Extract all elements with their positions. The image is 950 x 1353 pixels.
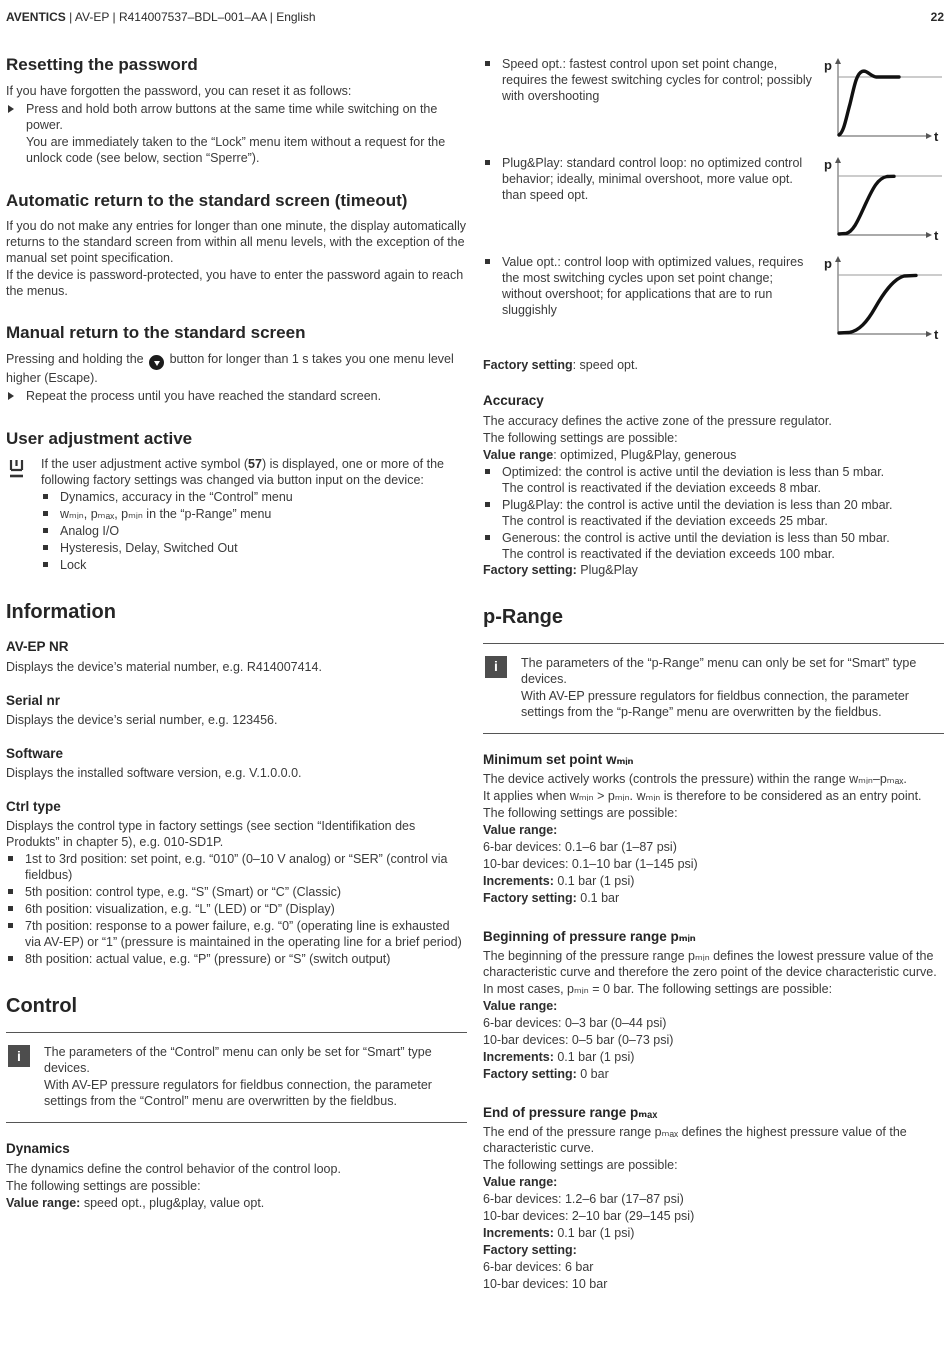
user-adjustment-symbol-icon (8, 458, 25, 573)
square-bullet-icon (8, 956, 13, 961)
info-text: The parameters of the “p-Range” menu can only be set for “Smart” type devices. (521, 655, 917, 686)
page-number: 22 (930, 10, 944, 24)
square-bullet-icon (43, 562, 48, 567)
square-bullet-icon (43, 528, 48, 533)
list-item (41, 489, 467, 505)
subsection-title-pmin: Beginning of pressure range pₘᵢₙ (483, 928, 696, 944)
value-range-line: 6-bar devices: 0.1–6 bar (1–87 psi) (483, 839, 677, 854)
factory-setting-line (483, 1066, 944, 1082)
list-item (6, 851, 467, 883)
step-text: Press and hold both arrow buttons at the same time while switching on the power. (26, 101, 438, 132)
chapter-title-p-range: p-Range (483, 605, 563, 628)
value-range-line: 6-bar devices: 0–3 bar (0–44 psi) (483, 1016, 667, 1031)
value-range-line (483, 447, 944, 463)
subsection-title-ctrl-type: Ctrl type (6, 799, 61, 815)
list-item-text: 5th position: control type, e.g. “S” (Smart) or “C” (Classic) (25, 885, 342, 900)
list-item (483, 56, 813, 145)
header-meta (6, 10, 316, 25)
square-bullet-icon (8, 923, 13, 928)
note-text (41, 456, 467, 488)
square-bullet-icon (8, 856, 13, 861)
paragraph: The accuracy defines the active zone of the pressure regulator. (483, 413, 832, 428)
square-bullet-icon (485, 160, 490, 165)
paragraph: The end of the pressure range pₘₐₓ defines the highest pressure value of the characteristic curve. (483, 1125, 907, 1156)
subsection-title-accuracy: Accuracy (483, 393, 544, 409)
chapter-title-information: Information (6, 601, 116, 624)
square-bullet-icon (43, 494, 48, 499)
step-result: You are immediately taken to the “Lock” menu item without a request for the unlock code (see below, section “Sperre”). (26, 134, 446, 165)
graph-x-axis-label: t (934, 228, 939, 241)
list-item-text: wₘᵢₙ, pₘₐₓ, pₘᵢₙ in the “p-Range” menu (60, 507, 272, 522)
list-item (483, 497, 944, 529)
subsection-title-serial-nr: Serial nr (6, 692, 61, 708)
list-item (41, 523, 467, 539)
graph-y-axis-label: p (824, 256, 832, 272)
square-bullet-icon (43, 511, 48, 516)
dynamics-mode-speed-opt (483, 55, 944, 145)
list-item (483, 155, 813, 244)
info-box-control (6, 1032, 467, 1123)
increments-line (483, 1049, 944, 1065)
subsection-title-pmax: End of pressure range pₘₐₓ (483, 1105, 658, 1121)
action-step (6, 388, 467, 405)
factory-setting-label: Factory setting: (483, 562, 577, 577)
paragraph: The dynamics define the control behavior of the control loop. (6, 1161, 341, 1176)
list-item-text: Hysteresis, Delay, Switched Out (60, 541, 238, 556)
value-range-line: 10-bar devices: 0.1–10 bar (1–145 psi) (483, 856, 698, 871)
value-range-line: 6-bar devices: 1.2–6 bar (17–87 psi) (483, 1192, 684, 1207)
paragraph: In most cases, pₘᵢₙ = 0 bar. The following settings are possible: (483, 982, 833, 997)
square-bullet-icon (485, 61, 490, 66)
factory-setting-line (483, 890, 944, 906)
paragraph: Displays the device’s material number, e.g. R414007414. (6, 659, 322, 674)
subsection-title-dynamics: Dynamics (6, 1141, 70, 1157)
list-item (6, 951, 467, 967)
section-title-manual-return: Manual return to the standard screen (6, 323, 306, 343)
increments-value: 0.1 bar (1 psi) (553, 1226, 635, 1241)
paragraph: The beginning of the pressure range pₘᵢₙ defines the lowest pressure value of the characteristic curve and therefore the zero point of the device characteristic curve. (483, 949, 937, 980)
brand-name: AVENTICS (6, 10, 66, 24)
text-run: button for longer than 1 s takes you one menu level higher (Escape). (6, 351, 454, 386)
list-item-text: Plug&Play: the control is active until the deviation is less than 20 mbar. (502, 497, 893, 512)
action-step (6, 101, 467, 167)
header-breadcrumb: | AV-EP | R414007537–BDL–001–AA | English (65, 10, 316, 24)
value-range-label: Value range: (483, 1175, 558, 1190)
info-text: The parameters of the “Control” menu can only be set for “Smart” type devices. (44, 1045, 432, 1076)
graph-y-axis-label: p (824, 58, 832, 74)
paragraph: If you do not make any entries for longer than one minute, the display automatically returns to the standard screen from within all menu levels, with the exception of the manual set point specification. (6, 219, 466, 266)
triangle-bullet-icon (8, 392, 14, 400)
paragraph-with-button-icon (6, 351, 467, 387)
info-icon: i (485, 656, 507, 678)
pressure-curve-graph-speed-opt (822, 55, 944, 145)
list-item-text: 8th position: actual value, e.g. “P” (pressure) or “S” (switch output) (25, 952, 391, 967)
list-item-text: Plug&Play: standard control loop: no optimized control behavior; ideally, minimal overshoot, more value opt. than speed opt. (502, 156, 803, 203)
square-bullet-icon (485, 259, 490, 264)
paragraph: If the device is password-protected, you have to enter the password again to reach the menus. (6, 268, 464, 299)
paragraph: The device actively works (controls the pressure) within the range wₘᵢₙ–pₘₐₓ. (483, 771, 907, 786)
down-arrow-button-icon (149, 355, 164, 370)
graph-y-axis-label: p (824, 157, 832, 173)
increments-value: 0.1 bar (1 psi) (553, 1050, 635, 1065)
chapter-title-control: Control (6, 995, 78, 1018)
pressure-curve-graph-value-opt (822, 253, 944, 343)
square-bullet-icon (485, 469, 490, 474)
factory-setting-label: Factory setting: (483, 1243, 577, 1258)
increments-label: Increments: (483, 1050, 554, 1065)
list-item-text: The control is reactivated if the deviation exceeds 25 mbar. (502, 513, 828, 528)
square-bullet-icon (8, 906, 13, 911)
section-title-automatic-return: Automatic return to the standard screen (timeout) (6, 190, 408, 210)
info-text: With AV-EP pressure regulators for fieldbus connection, the parameter settings from the “p-Range” menu are overwritten by the fieldbus. (521, 688, 909, 719)
graph-x-axis-label: t (934, 129, 939, 142)
graph-x-axis-label: t (934, 327, 939, 340)
increments-label: Increments: (483, 873, 554, 888)
text-run: ) is displayed, one or more of the following factory settings was changed via button input on the device: (41, 457, 444, 488)
text-run: If the user adjustment active symbol ( (41, 457, 249, 472)
dynamics-mode-value-opt (483, 253, 944, 343)
list-item-text: Generous: the control is active until the deviation is less than 50 mbar. (502, 530, 890, 545)
list-item (41, 540, 467, 556)
list-item-text: Value opt.: control loop with optimized values, requires the most switching cycles upon set point change; without overshoot; for applications that are to run sluggishly (502, 255, 804, 318)
user-adjustment-note (6, 456, 467, 573)
square-bullet-icon (485, 535, 490, 540)
paragraph: The following settings are possible: (483, 805, 678, 820)
value-range-label: Value range: (483, 999, 558, 1014)
factory-setting-label: Factory setting (483, 358, 573, 373)
list-item (41, 506, 467, 522)
factory-setting-label: Factory setting: (483, 1067, 577, 1082)
reference-number: 57 (248, 457, 262, 472)
value-range-text: speed opt., plug&play, value opt. (80, 1195, 265, 1210)
value-range-label: Value range (483, 447, 554, 462)
dynamics-mode-plug-play (483, 154, 944, 244)
list-item (6, 901, 467, 917)
paragraph: If you have forgotten the password, you can reset it as follows: (6, 83, 352, 98)
right-column (483, 55, 944, 1293)
list-item (483, 530, 944, 562)
paragraph: The following settings are possible: (6, 1178, 201, 1193)
factory-setting-line: 10-bar devices: 10 bar (483, 1277, 608, 1292)
info-box-p-range (483, 643, 944, 734)
list-item (483, 464, 944, 496)
list-item (6, 884, 467, 900)
factory-setting-value: Plug&Play (576, 562, 638, 577)
info-text: With AV-EP pressure regulators for fieldbus connection, the parameter settings from the “Control” menu are overwritten by the fieldbus. (44, 1078, 432, 1109)
paragraph: Displays the control type in factory settings (see section “Identifikation des Produkts” in chapter 5), e.g. 010-SD1P. (6, 819, 416, 850)
factory-setting-value: 0 bar (576, 1067, 609, 1082)
left-column (6, 55, 467, 1293)
value-range-text: : optimized, Plug&Play, generous (553, 447, 737, 462)
subsection-title-avep-nr: AV-EP NR (6, 639, 69, 655)
value-range-label: Value range: (6, 1195, 81, 1210)
paragraph: The following settings are possible: (483, 1158, 678, 1173)
list-item (41, 557, 467, 573)
triangle-bullet-icon (8, 105, 14, 113)
increments-value: 0.1 bar (1 psi) (553, 873, 635, 888)
list-item-text: Speed opt.: fastest control upon set point change, requires the fewest switching cycles for control; possibly with overshooting (502, 57, 812, 104)
factory-setting-value: : speed opt. (572, 358, 638, 373)
pressure-curve-graph-plug-play (822, 154, 944, 244)
paragraph: Displays the installed software version, e.g. V.1.0.0.0. (6, 766, 302, 781)
text-run: Pressing and holding the (6, 351, 144, 366)
page-header (6, 10, 944, 25)
list-item-text: Dynamics, accuracy in the “Control” menu (60, 490, 293, 505)
list-item (6, 918, 467, 950)
factory-setting-label: Factory setting: (483, 890, 577, 905)
list-item-text: 1st to 3rd position: set point, e.g. “010” (0–10 V analog) or “SER” (control via fieldbus) (25, 852, 448, 883)
value-range-line: 10-bar devices: 0–5 bar (0–73 psi) (483, 1033, 674, 1048)
increments-line (483, 873, 944, 889)
value-range-label: Value range: (483, 822, 558, 837)
square-bullet-icon (43, 545, 48, 550)
square-bullet-icon (8, 889, 13, 894)
list-item-text: 6th position: visualization, e.g. “L” (LED) or “D” (Display) (25, 902, 335, 917)
list-item-text: Lock (60, 558, 87, 573)
factory-setting-line: 6-bar devices: 6 bar (483, 1260, 594, 1275)
list-item-text: The control is reactivated if the deviation exceeds 8 mbar. (502, 480, 821, 495)
paragraph: It applies when wₘᵢₙ > pₘᵢₙ. wₘᵢₙ is therefore to be considered as an entry point. (483, 788, 922, 803)
subsection-title-software: Software (6, 745, 64, 761)
increments-label: Increments: (483, 1226, 554, 1241)
list-item (483, 254, 813, 343)
section-title-user-adjustment: User adjustment active (6, 429, 193, 449)
list-item-text: 7th position: response to a power failure, e.g. “0” (operating line is exhausted via AV-EP) or “1” (pressure is maintained in the operating line for a brief period) (25, 919, 462, 950)
factory-setting-value: 0.1 bar (576, 890, 620, 905)
factory-setting-line (483, 357, 944, 373)
value-range-line (6, 1195, 467, 1211)
step-text: Repeat the process until you have reached the standard screen. (26, 389, 382, 404)
section-title-resetting-password: Resetting the password (6, 55, 198, 75)
increments-line (483, 1225, 944, 1241)
paragraph: Displays the device’s serial number, e.g. 123456. (6, 712, 278, 727)
list-item-text: Optimized: the control is active until the deviation is less than 5 mbar. (502, 464, 885, 479)
subsection-title-wmin: Minimum set point wₘᵢₙ (483, 751, 634, 767)
list-item-text: Analog I/O (60, 524, 120, 539)
paragraph: The following settings are possible: (483, 430, 678, 445)
info-icon: i (8, 1045, 30, 1067)
factory-setting-line (483, 562, 944, 578)
value-range-line: 10-bar devices: 2–10 bar (29–145 psi) (483, 1209, 695, 1224)
list-item-text: The control is reactivated if the deviation exceeds 100 mbar. (502, 546, 835, 561)
square-bullet-icon (485, 502, 490, 507)
